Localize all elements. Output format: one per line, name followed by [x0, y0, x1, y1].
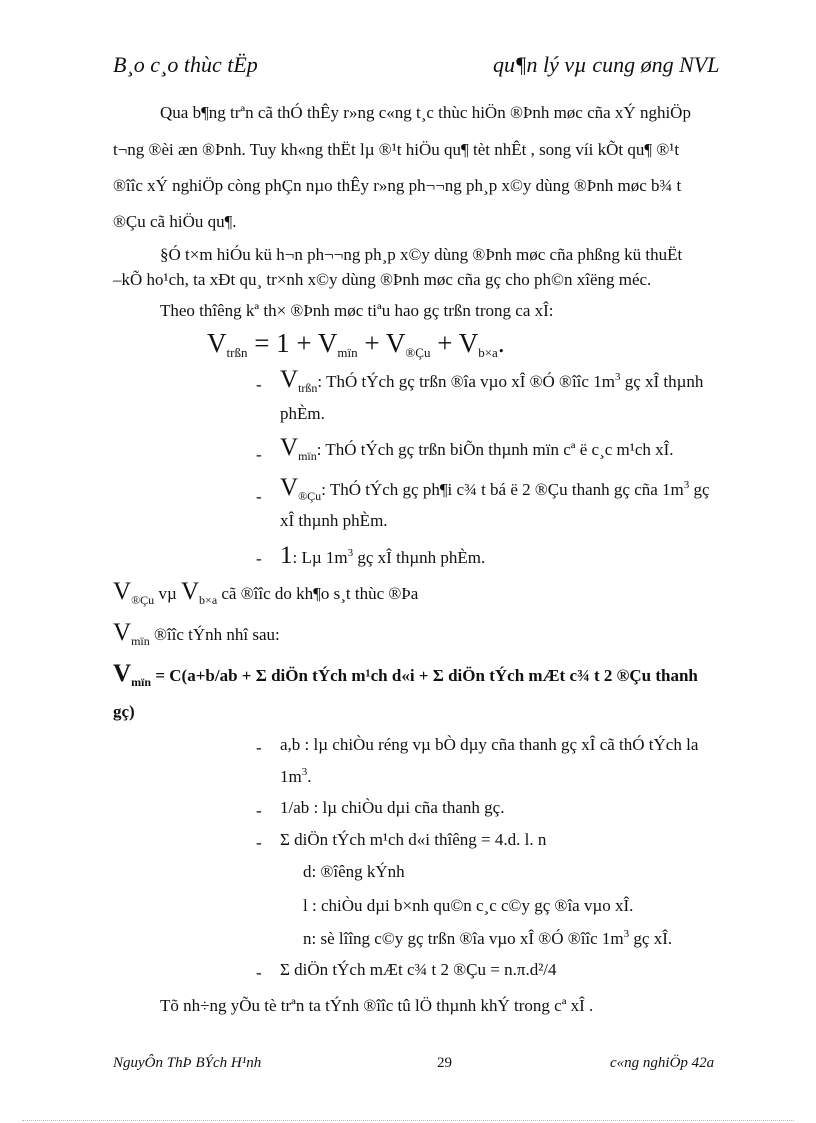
vmin-formula-cont: gç) [113, 702, 135, 721]
item-one: 1: Lµ $1m^3$ gç xÎ thµnh phÈm. [280, 542, 486, 569]
bullet-dash: - [256, 833, 262, 852]
para1-line3: ®îîc xÝ nghiÖp còng phÇn nµo thÊy r»ng ph¬¬ng ph¸p x©y dùng ®Þnh møc b¾ t [113, 176, 682, 195]
def-ab: a,b : lµ chiÒu réng vµ bÒ dµy cña thanh gç xÎ cã thÓ tÝch la [280, 735, 699, 754]
bullet-dash: - [256, 549, 262, 568]
item-v-tron: $V_{trßn}$: ThÓ tÝch gç trßn ®îa vµo xÎ ®Ó ®îîc $1m^3$ gç xÎ thµnh [280, 366, 704, 395]
bullet-dash: - [256, 375, 262, 394]
def-sum-mach: Σ diÖn tÝch m¹ch d«i thîêng = 4.d. l. n [280, 830, 547, 849]
def-l: l : chiÒu dµi b×nh qu©n c¸c c©y gç ®îa vµo xÎ. [303, 896, 634, 915]
header-left: B¸o c¸o thùc tËp [113, 52, 258, 77]
bullet-dash: - [256, 487, 262, 506]
def-sum-mat: Σ diÖn tÝch mÆt c¾ t 2 ®Çu = n.π.d²/4 [280, 960, 557, 979]
bullet-dash: - [256, 801, 262, 820]
footer-class: c«ng nghiÖp 42a [610, 1055, 715, 1071]
para1-line4: ®Çu cã hiÖu qu¶. [113, 212, 237, 231]
bullet-dash: - [256, 963, 262, 982]
para2-line1: §Ó t×m hiÓu kü h¬n ph¬¬ng ph¸p x©y dùng ®Þnh møc cña phßng kü thuËt [160, 245, 683, 264]
bullet-dash: - [256, 738, 262, 757]
main-equation: Vtrßn = 1 + Vmïn + V®Çu + Vb×a. [207, 328, 505, 360]
vmin-formula: $V_{mïn} = C(a+b/ab + \Sigma$ diÖn tÝch m¹ch d«i + Σ diÖn tÝch mÆt c¾ t 2 ®Çu thanh [113, 660, 698, 689]
def-1ab: 1/ab : lµ chiÒu dµi cña thanh gç. [280, 798, 505, 817]
footer-author: NguyÔn ThÞ BÝch H¹nh [113, 1055, 262, 1071]
def-n: n: sè lîîng c©y gç trßn ®îa vµo xÎ ®Ó ®îîc $1m^3$ gç xÎ. [303, 928, 673, 948]
def-d: d: ®îêng kÝnh [303, 862, 405, 881]
para2-line2: –kÕ ho¹ch, ta xÐt qu¸ tr×nh x©y dùng ®Þnh møc cña gç cho ph©n xîëng méc. [113, 270, 652, 289]
vdau-vbia-line: $V_{®Çu}$ vµ $V_{b\times a}$ cã ®îîc do kh¶o s¸t thùc ®Þa [113, 578, 419, 607]
def-ab-cont: $1m^3$. [280, 766, 312, 786]
closing-sentence: Tõ nh÷ng yÕu tè trªn ta tÝnh ®îîc tû lÖ thµnh khÝ trong cª xÎ . [160, 996, 594, 1015]
para1-line2: t¬ng ®èi æn ®Þnh. Tuy kh«ng thËt lµ ®¹t hiÖu qu¶ tèt nhÊt , song víi kÕt qu¶ ®¹t [113, 140, 680, 159]
item-v-min: $V_{mïn}$: ThÓ tÝch gç trßn biÕn thµnh mïn cª ë c¸c m¹ch xÎ. [280, 434, 674, 463]
header-right: qu¶n lý vµ cung øng NVL [493, 52, 720, 77]
item-v-tron-cont: phÈm. [280, 404, 325, 423]
bullet-dash: - [256, 445, 262, 464]
vmin-line: $V_{mïn}$ ®îîc tÝnh nhî sau: [113, 619, 280, 648]
item-v-dau: $V_{®Çu}$: ThÓ tÝch gç ph¶i c¾ t bá ë 2 ®Çu thanh gç cña $1m^3$ gç [280, 474, 710, 503]
para1-line1: Qua b¶ng trªn cã thÓ thÊy r»ng c«ng t¸c thùc hiÖn ®Þnh møc cña xÝ nghiÖp [160, 103, 691, 122]
bottom-divider [22, 1120, 794, 1121]
item-v-dau-cont: xÎ thµnh phÈm. [280, 511, 388, 530]
page-number: 29 [437, 1055, 452, 1071]
para3: Theo thîêng kª th× ®Þnh møc tiªu hao gç trßn trong ca xÎ: [160, 301, 554, 320]
